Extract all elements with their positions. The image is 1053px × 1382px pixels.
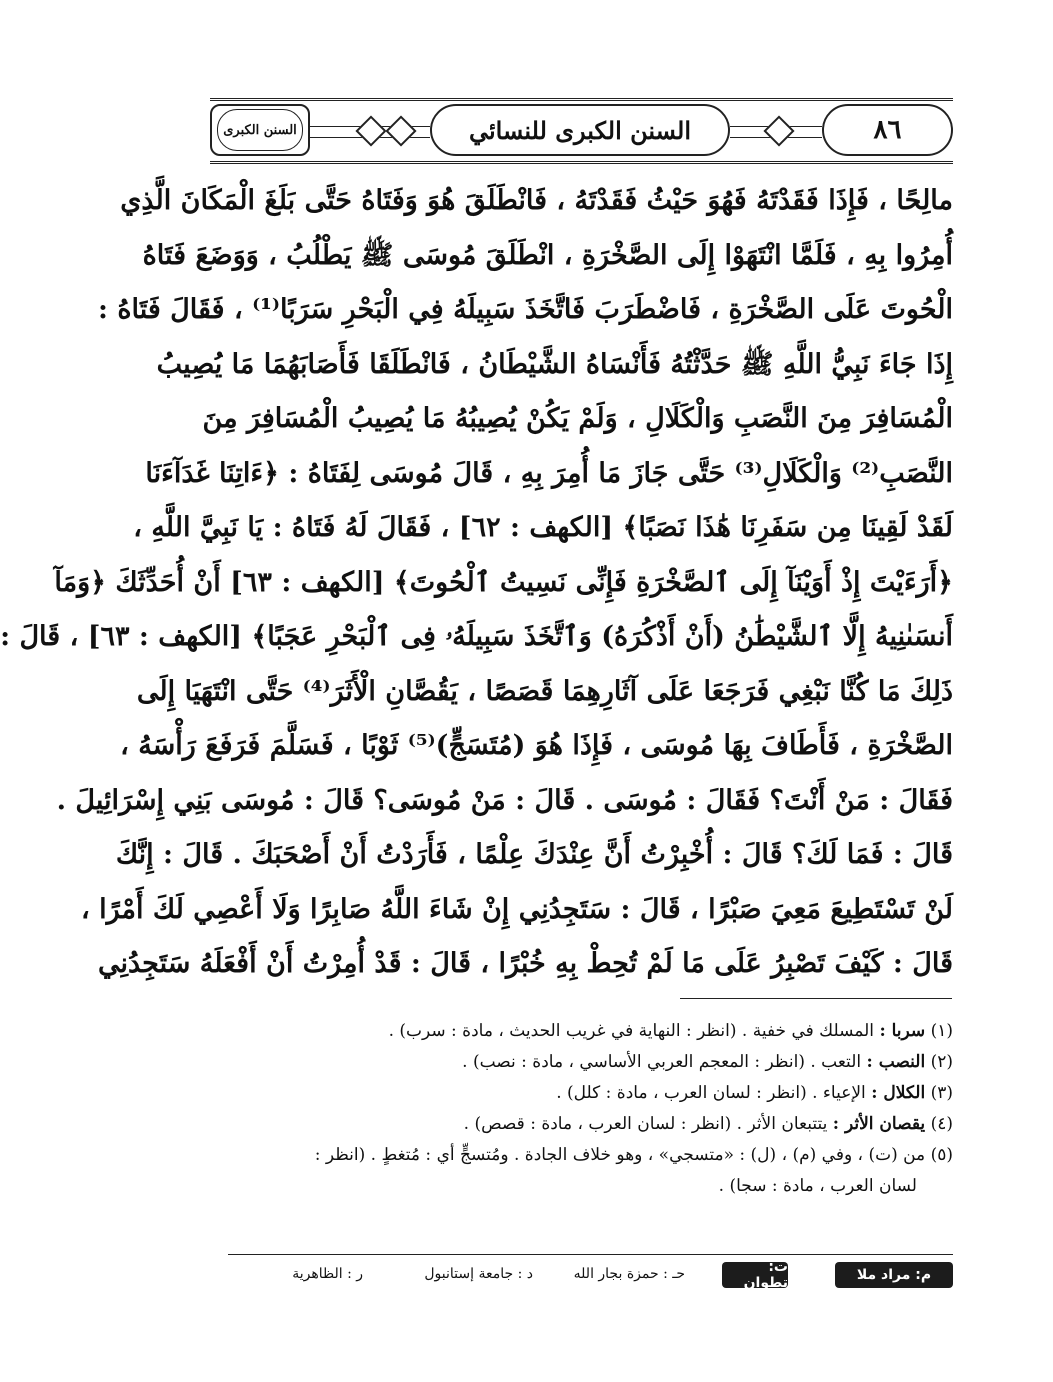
footnote-number: (٥) (930, 1145, 953, 1165)
manuscript-tag-t: ت: تطوان (722, 1262, 788, 1288)
footnote-text: التعب . (انظر : المعجم العربي الأساسي ، مادة : نصب) . (462, 1052, 862, 1072)
footnote-number: (١) (930, 1021, 953, 1041)
footnote-term: يقصان الأثر : (832, 1114, 926, 1134)
running-title: السنن الكبرى للنسائي (468, 115, 692, 145)
footnote-text: يتتبعان الأثر . (انظر : لسان العرب ، مادة : قصص) . (463, 1114, 828, 1134)
emblem-text: السنن الكبرى (217, 109, 303, 151)
footnote-continuation: لسان العرب ، مادة : سجا) . (718, 1176, 917, 1196)
manuscript-label-r: ر : الظاهرية (292, 1266, 363, 1282)
footnote-term: النصب : (866, 1052, 926, 1072)
manuscript-label-h: حـ : حمزة بجار الله (573, 1266, 685, 1282)
running-title-box (430, 104, 730, 156)
text-line: مالِحًا ، فَإِذَا فَقَدْتَهُ فَهُوَ حَيْثُ فَقَدْتَهُ ، فَانْطَلَقَ هُوَ وَفَتَاهُ حَتَّى بَلَغَ الْمَكَانَ الَّذِي (120, 185, 953, 216)
footnote-text: الإعياء . (انظر : لسان العرب ، مادة : كلل) . (556, 1083, 866, 1103)
footnote-number: (٣) (930, 1083, 953, 1103)
text-line: أُمِرُوا بِهِ ، فَلَمَّا انْتَهَوْا إِلَى الصَّخْرَةِ ، انْطَلَقَ مُوسَى ﷺ يَطْلُبُ ، وَوَضَعَ فَتَاهُ (142, 239, 953, 271)
text-line: الْمُسَافِرَ مِنَ النَّصَبِ وَالْكَلَالِ ، وَلَمْ يَكُنْ يُصِيبُهُ مَا يُصِيبُ الْمُسَافِرَ مِنَ (202, 403, 953, 434)
page-number-box (822, 104, 953, 156)
manuscript-label-d: د : جامعة إستانبول (424, 1266, 533, 1282)
footnote (210, 1047, 953, 1078)
page-header (210, 98, 953, 164)
footnote-text: من (ت) ، وفي (م) ، (ل) : «متسجي» ، وهو خلاف الجادة . ومُتسجٍّ أي : مُتغطٍ . (انظر : (314, 1145, 926, 1165)
footnote-term: سربا : (879, 1021, 926, 1041)
text-line: ذَلِكَ مَا كُنَّا نَبْغِي فَرَجَعَا عَلَى آثَارِهِمَا قَصَصًا ، يَقُصَّانِ الْأَثَرَ⁽⁴⁾ حَتَّى انْتَهَيَا إِلَى (136, 675, 953, 707)
page-number: ٨٦ (873, 115, 902, 145)
text-line: الصَّخْرَةِ ، فَأَطَافَ بِهَا مُوسَى ، فَإِذَا هُوَ (مُتَسَجٍّ)⁽⁵⁾ ثَوْبًا ، فَسَلَّمَ فَرَفَعَ رَأْسَهُ ، (120, 730, 953, 761)
footnote-number: (٤) (930, 1114, 953, 1134)
text-line: النَّصَبِ⁽²⁾ وَالْكَلَالِ⁽³⁾ حَتَّى جَازَ مَا أُمِرَ بِهِ ، قَالَ مُوسَى لِفَتَاهُ : ﴿ءَاتِنَا غَدَآءَنَا (145, 457, 953, 489)
text-line: لَنْ تَسْتَطِيعَ مَعِيَ صَبْرًا ، قَالَ : سَتَجِدُنِي إِنْ شَاءَ اللَّهُ صَابِرًا وَلَا أَعْصِي لَكَ أَمْرًا ، (81, 893, 953, 925)
text-line: قَالَ : كَيْفَ تَصْبِرُ عَلَى مَا لَمْ تُحِطْ بِهِ خُبْرًا ، قَالَ : قَدْ أُمِرْتُ أَنْ أَفْعَلَهُ سَتَجِدُنِي (97, 948, 953, 979)
footnote (210, 1078, 953, 1109)
text-line: فَقَالَ : مَنْ أَنْتَ؟ فَقَالَ : مُوسَى . قَالَ : مَنْ مُوسَى؟ قَالَ : مُوسَى بَنِي إِسْرَائِيلَ . (56, 784, 953, 816)
footnotes (210, 1016, 953, 1202)
manuscript-sigla-footer (228, 1260, 953, 1292)
text-line: الْحُوتَ عَلَى الصَّخْرَةِ ، فَاضْطَرَبَ فَاتَّخَذَ سَبِيلَهُ فِي الْبَحْرِ سَرَبًا⁽¹⁾ ، فَقَالَ فَتَاهُ : (97, 294, 953, 325)
footnote-term: الكلال : (871, 1083, 926, 1103)
text-line: ﴿أَرَءَيْتَ إِذْ أَوَيْنَآ إِلَى ٱلصَّخْرَةِ فَإِنِّى نَسِيتُ ٱلْحُوتَ﴾ [الكهف : ٦٣] أَنْ أُحَدِّثَكَ ﴿وَمَآ (54, 566, 953, 598)
main-text (0, 174, 953, 992)
manuscript-tag-m: م: مراد ملا (835, 1262, 953, 1288)
footnote (210, 1140, 953, 1202)
footnote (210, 1109, 953, 1140)
footer-rule (228, 1254, 953, 1255)
footnote (210, 1016, 953, 1047)
text-line: إِذَا جَاءَ نَبِيُّ اللَّهِ ﷺ حَدَّثْتُهُ فَأَنْسَاهُ الشَّيْطَانُ ، فَانْطَلَقَا فَأَصَابَهُمَا مَا يُصِيبُ (156, 348, 953, 380)
text-line: لَقَدْ لَقِينَا مِن سَفَرِنَا هَٰذَا نَصَبًا﴾ [الكهف : ٦٢] ، فَقَالَ لَهُ فَتَاهُ : يَا نَبِيَّ اللَّهِ ، (133, 512, 953, 543)
book-emblem (210, 104, 310, 156)
footnote-number: (٢) (930, 1052, 953, 1072)
text-line: قَالَ : فَمَا لَكَ؟ قَالَ : أُخْبِرْتُ أَنَّ عِنْدَكَ عِلْمًا ، فَأَرَدْتُ أَنْ أَصْحَبَكَ . قَالَ : إِنَّكَ (115, 839, 953, 870)
footnote-separator (680, 998, 952, 999)
footnote-text: المسلك في خفية . (انظر : النهاية في غريب الحديث ، مادة : سرب) . (388, 1021, 875, 1041)
text-line: أَنسَىٰنِيهُ إِلَّا ٱلشَّيْطَٰنُ (أَنْ أَذْكُرَهُ) وَٱتَّخَذَ سَبِيلَهُۥ فِى ٱلْبَحْرِ عَجَبًا﴾ [الكهف : ٦٣] ، قَالَ : (0, 621, 953, 652)
